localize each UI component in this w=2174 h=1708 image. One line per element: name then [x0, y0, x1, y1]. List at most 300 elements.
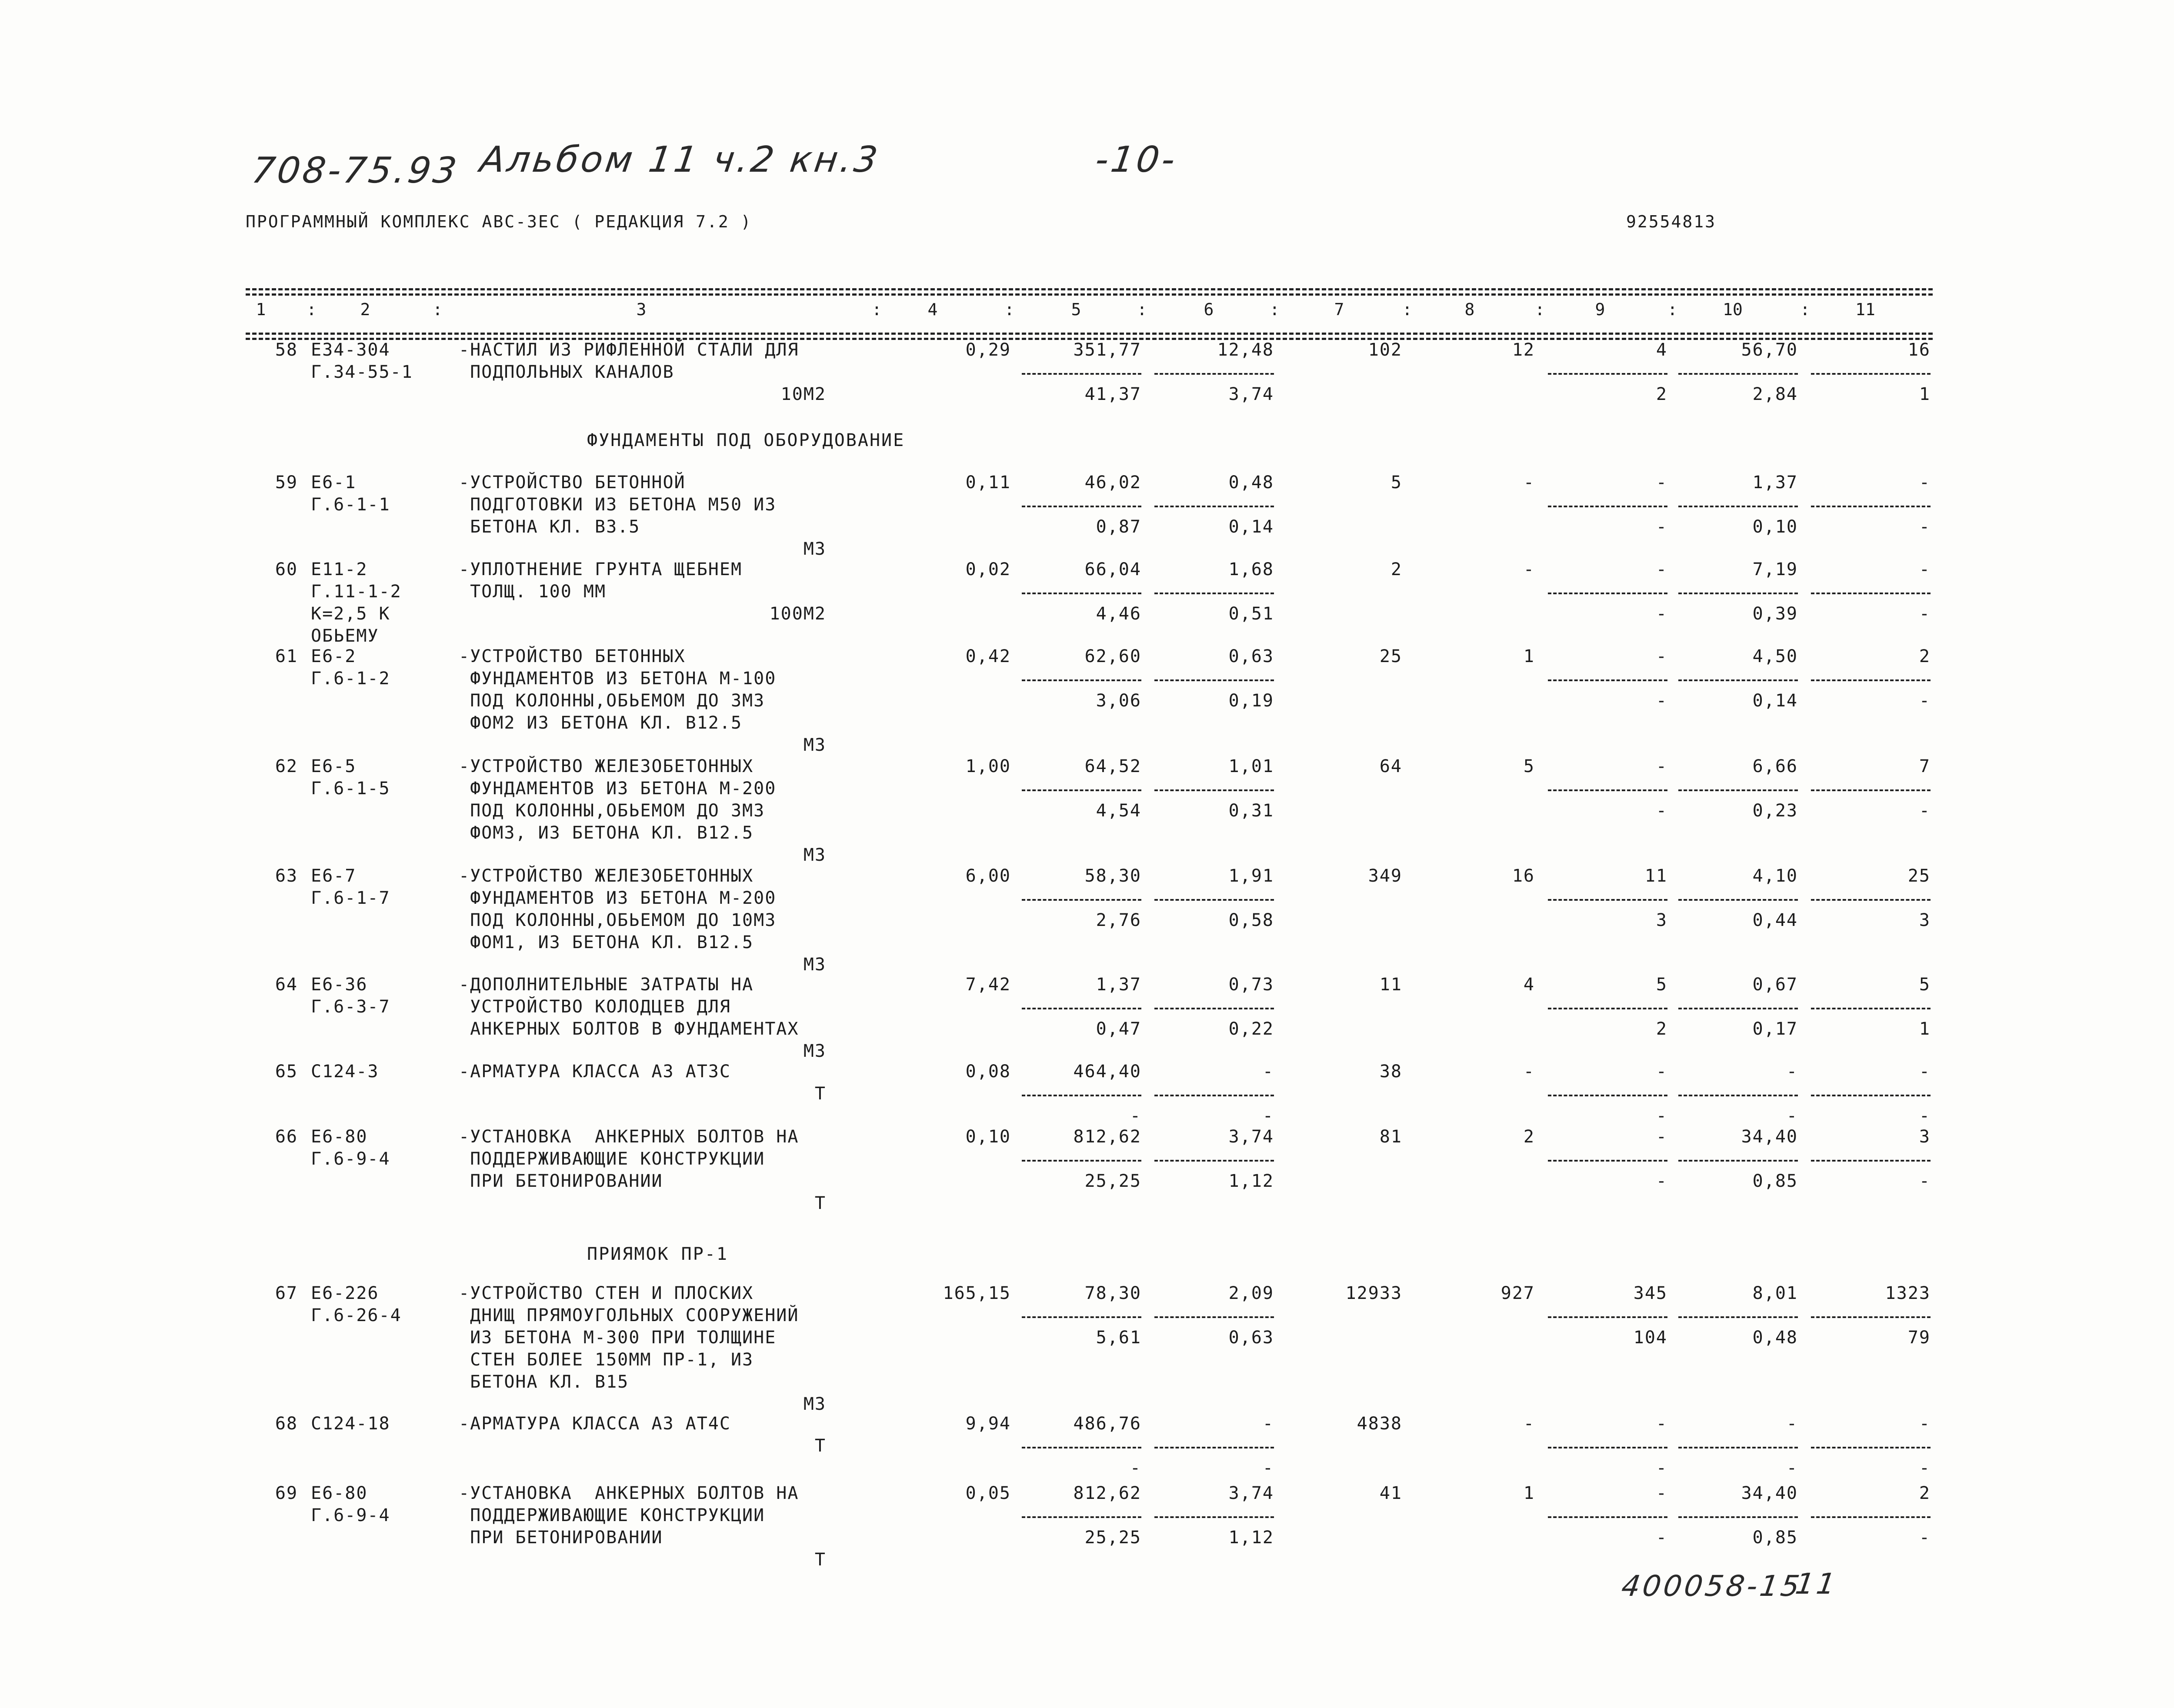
document-number: 92554813	[1626, 212, 1717, 231]
cell-divider	[1022, 1316, 1141, 1318]
cell-c10b: -	[1786, 1106, 1798, 1126]
cell-divider	[1022, 1008, 1141, 1009]
cell-divider	[1678, 1447, 1798, 1448]
cell-c6b: 0,51	[1228, 604, 1274, 624]
column-separator: :	[872, 300, 882, 319]
row-description: ПРИ БЕТОНИРОВАНИИ	[459, 1528, 663, 1548]
cell-divider	[1811, 506, 1931, 507]
cell-c10b: 0,17	[1752, 1019, 1798, 1039]
row-unit: Т	[814, 1193, 826, 1213]
row-number: 62	[275, 756, 298, 776]
cell-c9b: 104	[1633, 1328, 1667, 1348]
cell-c8: -	[1523, 559, 1535, 579]
cell-c8: 927	[1500, 1283, 1535, 1303]
cell-c11b: -	[1919, 801, 1931, 821]
cell-divider	[1548, 899, 1667, 901]
table-top-rule-2	[246, 293, 1933, 296]
row-description: -НАСТИЛ ИЗ РИФЛЕННОЙ СТАЛИ ДЛЯ	[459, 340, 799, 360]
row-code: Г.11-1-2	[311, 582, 402, 602]
row-code: Г.6-3-7	[311, 997, 390, 1017]
column-header-5: 5	[1071, 300, 1081, 319]
cell-c5b: 0,87	[1096, 517, 1141, 537]
cell-c9b: 3	[1656, 910, 1667, 930]
row-description: -ДОПОЛНИТЕЛЬНЫЕ ЗАТРАТЫ НА	[459, 975, 754, 995]
row-description: -УСТРОЙСТВО ЖЕЛЕЗОБЕТОННЫХ	[459, 866, 754, 886]
cell-divider	[1811, 1316, 1931, 1318]
cell-c11b: -	[1919, 604, 1931, 624]
cell-divider	[1154, 1316, 1274, 1318]
row-unit: М3	[803, 955, 826, 975]
row-unit: Т	[814, 1084, 826, 1104]
cell-c6: 1,91	[1228, 866, 1274, 886]
cell-c6: 1,68	[1228, 559, 1274, 579]
cell-c7: 5	[1390, 473, 1402, 493]
cell-c11: -	[1919, 559, 1931, 579]
column-header-11: 11	[1855, 300, 1875, 319]
cell-c5: 58,30	[1084, 866, 1141, 886]
cell-c6b: 0,63	[1228, 1328, 1274, 1348]
cell-c9b: -	[1656, 604, 1667, 624]
cell-c5: 812,62	[1073, 1127, 1141, 1147]
cell-divider	[1811, 789, 1931, 791]
row-number: 64	[275, 975, 298, 995]
row-description: ПОДДЕРЖИВАЮЩИЕ КОНСТРУКЦИИ	[459, 1505, 765, 1525]
cell-c5: 486,76	[1073, 1414, 1141, 1434]
cell-c9: 4	[1656, 340, 1667, 360]
column-header-4: 4	[927, 300, 938, 319]
row-code: ОБЬЕМУ	[311, 626, 379, 646]
cell-c6: -	[1262, 1062, 1274, 1082]
cell-c9b: 2	[1656, 1019, 1667, 1039]
cell-divider	[1022, 1447, 1141, 1448]
cell-qty: 0,11	[965, 473, 1011, 493]
cell-c6: -	[1262, 1414, 1274, 1434]
cell-c6: 12,48	[1217, 340, 1274, 360]
row-code: К=2,5 К	[311, 604, 390, 624]
cell-divider	[1678, 679, 1798, 681]
cell-c10: 1,37	[1752, 473, 1798, 493]
row-description: ПОДДЕРЖИВАЮЩИЕ КОНСТРУКЦИИ	[459, 1149, 765, 1169]
cell-c11b: -	[1919, 517, 1931, 537]
row-code: Г.6-9-4	[311, 1505, 390, 1525]
row-number: 66	[275, 1127, 298, 1147]
cell-c5: 1,37	[1096, 975, 1141, 995]
row-description: -УСТРОЙСТВО ЖЕЛЕЗОБЕТОННЫХ	[459, 756, 754, 776]
row-code: С124-3	[311, 1062, 379, 1082]
cell-c11b: 79	[1907, 1328, 1931, 1348]
column-separator: :	[1137, 300, 1147, 319]
cell-c9b: -	[1656, 691, 1667, 711]
row-unit: 100М2	[769, 604, 826, 624]
cell-c8: 4	[1523, 975, 1535, 995]
cell-c6b: -	[1262, 1458, 1274, 1478]
cell-c9: 11	[1644, 866, 1667, 886]
cell-divider	[1154, 1008, 1274, 1009]
cell-c11: 25	[1907, 866, 1931, 886]
cell-c11b: 3	[1919, 910, 1931, 930]
cell-divider	[1154, 1160, 1274, 1162]
row-unit: Т	[814, 1550, 826, 1570]
cell-c10: 4,50	[1752, 646, 1798, 666]
cell-qty: 1,00	[965, 756, 1011, 776]
cell-divider	[1548, 1160, 1667, 1162]
cell-c11: 16	[1907, 340, 1931, 360]
cell-divider	[1022, 789, 1141, 791]
row-number: 61	[275, 646, 298, 666]
cell-divider	[1548, 1447, 1667, 1448]
row-code: Е6-80	[311, 1483, 368, 1503]
cell-c6: 3,74	[1228, 1127, 1274, 1147]
row-description: -УСТАНОВКА АНКЕРНЫХ БОЛТОВ НА	[459, 1483, 799, 1503]
cell-c9: -	[1656, 473, 1667, 493]
table-header-rule	[246, 333, 1933, 335]
column-separator: :	[433, 300, 443, 319]
cell-c10: 56,70	[1741, 340, 1798, 360]
row-description: -УСТРОЙСТВО БЕТОННОЙ	[459, 473, 686, 493]
cell-c7: 41	[1379, 1483, 1402, 1503]
cell-c11: -	[1919, 1062, 1931, 1082]
cell-c11b: -	[1919, 1171, 1931, 1191]
row-code: Е6-226	[311, 1283, 379, 1303]
row-description: -УСТРОЙСТВО БЕТОННЫХ	[459, 646, 686, 666]
cell-c11: 2	[1919, 646, 1931, 666]
cell-c11: 3	[1919, 1127, 1931, 1147]
cell-c8: 1	[1523, 646, 1535, 666]
cell-divider	[1548, 1516, 1667, 1518]
column-header-6: 6	[1204, 300, 1214, 319]
cell-c8: 1	[1523, 1483, 1535, 1503]
row-code: Е11-2	[311, 559, 368, 579]
row-unit: М3	[803, 1394, 826, 1414]
row-description: ДНИЩ ПРЯМОУГОЛЬНЫХ СООРУЖЕНИЙ	[459, 1305, 799, 1325]
cell-divider	[1022, 593, 1141, 594]
cell-c5: 78,30	[1084, 1283, 1141, 1303]
cell-divider	[1154, 899, 1274, 901]
cell-divider	[1678, 506, 1798, 507]
cell-divider	[1154, 506, 1274, 507]
cell-c8: 12	[1512, 340, 1535, 360]
cell-c11b: 1	[1919, 384, 1931, 404]
column-header-8: 8	[1464, 300, 1475, 319]
cell-c9: -	[1656, 1414, 1667, 1434]
column-separator: :	[1004, 300, 1014, 319]
cell-c5b: 4,54	[1096, 801, 1141, 821]
column-separator: :	[1535, 300, 1545, 319]
row-code: Е6-2	[311, 646, 357, 666]
cell-divider	[1548, 1316, 1667, 1318]
cell-c5b: 25,25	[1084, 1528, 1141, 1548]
cell-divider	[1154, 679, 1274, 681]
handwritten-doc-code: 708-75.93	[249, 150, 462, 191]
cell-c5b: 41,37	[1084, 384, 1141, 404]
cell-c11b: 1	[1919, 1019, 1931, 1039]
row-description: -АРМАТУРА КЛАССА А3 АТ4С	[459, 1414, 731, 1434]
cell-c7: 2	[1390, 559, 1402, 579]
column-separator: :	[1800, 300, 1810, 319]
cell-divider	[1811, 1160, 1931, 1162]
row-number: 59	[275, 473, 298, 493]
cell-c9: -	[1656, 1483, 1667, 1503]
cell-c10: 8,01	[1752, 1283, 1798, 1303]
cell-c7: 102	[1368, 340, 1402, 360]
cell-c5b: 0,47	[1096, 1019, 1141, 1039]
cell-c11b: -	[1919, 1106, 1931, 1126]
cell-c7: 81	[1379, 1127, 1402, 1147]
cell-divider	[1811, 373, 1931, 375]
row-unit: М3	[803, 1041, 826, 1061]
cell-c11: 2	[1919, 1483, 1931, 1503]
cell-qty: 0,10	[965, 1127, 1011, 1147]
row-description: -УПЛОТНЕНИЕ ГРУНТА ЩЕБНЕМ	[459, 559, 743, 579]
cell-c9: -	[1656, 559, 1667, 579]
cell-c10b: 0,85	[1752, 1528, 1798, 1548]
cell-divider	[1678, 1516, 1798, 1518]
row-description: СТЕН БОЛЕЕ 150ММ ПР-1, ИЗ	[459, 1350, 754, 1370]
cell-c10b: 0,48	[1752, 1328, 1798, 1348]
cell-c8: 2	[1523, 1127, 1535, 1147]
cell-divider	[1678, 1316, 1798, 1318]
program-title: ПРОГРАММНЫЙ КОМПЛЕКС АВС-3ЕС ( РЕДАКЦИЯ 7.2 )	[246, 212, 752, 231]
cell-c11b: -	[1919, 1458, 1931, 1478]
cell-c9: -	[1656, 756, 1667, 776]
cell-divider	[1154, 593, 1274, 594]
row-unit: М3	[803, 539, 826, 559]
row-number: 58	[275, 340, 298, 360]
cell-c8: -	[1523, 1062, 1535, 1082]
cell-c10: 6,66	[1752, 756, 1798, 776]
cell-c6b: 3,74	[1228, 384, 1274, 404]
row-description: ФОМ1, ИЗ БЕТОНА КЛ. В12.5	[459, 932, 754, 952]
cell-c5: 62,60	[1084, 646, 1141, 666]
row-unit: Т	[814, 1436, 826, 1456]
cell-c5b: 5,61	[1096, 1328, 1141, 1348]
cell-c5: 351,77	[1073, 340, 1141, 360]
cell-c6b: 0,31	[1228, 801, 1274, 821]
cell-c8: -	[1523, 1414, 1535, 1434]
cell-c7: 64	[1379, 756, 1402, 776]
cell-divider	[1678, 899, 1798, 901]
handwritten-footer-code: 400058-15	[1619, 1569, 1804, 1603]
column-header-7: 7	[1334, 300, 1344, 319]
cell-c9b: -	[1656, 1528, 1667, 1548]
row-code: Г.6-9-4	[311, 1149, 390, 1169]
cell-c5b: 25,25	[1084, 1171, 1141, 1191]
row-description: -УСТАНОВКА АНКЕРНЫХ БОЛТОВ НА	[459, 1127, 799, 1147]
cell-divider	[1548, 789, 1667, 791]
cell-divider	[1154, 1447, 1274, 1448]
cell-c9b: -	[1656, 517, 1667, 537]
cell-c9b: -	[1656, 1458, 1667, 1478]
cell-divider	[1022, 679, 1141, 681]
cell-c5b: 2,76	[1096, 910, 1141, 930]
cell-c8: -	[1523, 473, 1535, 493]
cell-qty: 0,05	[965, 1483, 1011, 1503]
cell-c9: -	[1656, 1062, 1667, 1082]
cell-c6: 3,74	[1228, 1483, 1274, 1503]
handwritten-album: Альбом 11 ч.2 кн.3	[477, 139, 883, 180]
cell-c9: -	[1656, 646, 1667, 666]
row-code: Е6-5	[311, 756, 357, 776]
row-code: Г.34-55-1	[311, 362, 413, 382]
cell-qty: 0,08	[965, 1062, 1011, 1082]
row-unit: М3	[803, 735, 826, 755]
cell-c10: 7,19	[1752, 559, 1798, 579]
cell-divider	[1811, 1447, 1931, 1448]
cell-divider	[1154, 789, 1274, 791]
column-separator: :	[307, 300, 317, 319]
cell-c9: -	[1656, 1127, 1667, 1147]
cell-divider	[1548, 1008, 1667, 1009]
cell-divider	[1811, 1008, 1931, 1009]
cell-c6: 0,63	[1228, 646, 1274, 666]
cell-c5: 66,04	[1084, 559, 1141, 579]
row-code: Е34-304	[311, 340, 390, 360]
row-description: ПОДПОЛЬНЫХ КАНАЛОВ	[459, 362, 674, 382]
cell-c9: 5	[1656, 975, 1667, 995]
cell-qty: 6,00	[965, 866, 1011, 886]
cell-qty: 7,42	[965, 975, 1011, 995]
cell-c11b: -	[1919, 1528, 1931, 1548]
cell-c7: 349	[1368, 866, 1402, 886]
row-description: ТОЛЩ. 100 ММ	[459, 582, 607, 602]
cell-c10b: 0,23	[1752, 801, 1798, 821]
row-description: ФУНДАМЕНТОВ ИЗ БЕТОНА М-200	[459, 888, 777, 908]
cell-divider	[1548, 1095, 1667, 1096]
cell-c6: 0,48	[1228, 473, 1274, 493]
cell-divider	[1678, 1095, 1798, 1096]
cell-c10b: 0,14	[1752, 691, 1798, 711]
cell-c9b: -	[1656, 1106, 1667, 1126]
cell-qty: 0,02	[965, 559, 1011, 579]
row-code: Е6-36	[311, 975, 368, 995]
cell-c7: 25	[1379, 646, 1402, 666]
cell-qty: 0,42	[965, 646, 1011, 666]
cell-c6b: 1,12	[1228, 1528, 1274, 1548]
row-code: Г.6-1-7	[311, 888, 390, 908]
cell-c10: 4,10	[1752, 866, 1798, 886]
cell-divider	[1548, 679, 1667, 681]
cell-c10: 0,67	[1752, 975, 1798, 995]
cell-c10b: 0,44	[1752, 910, 1798, 930]
handwritten-page-number: -10-	[1093, 139, 1180, 180]
cell-divider	[1811, 1516, 1931, 1518]
cell-divider	[1022, 1516, 1141, 1518]
cell-c6: 2,09	[1228, 1283, 1274, 1303]
cell-c9: 345	[1633, 1283, 1667, 1303]
row-description: ФУНДАМЕНТОВ ИЗ БЕТОНА М-200	[459, 779, 777, 799]
cell-c7: 38	[1379, 1062, 1402, 1082]
cell-c10b: 0,39	[1752, 604, 1798, 624]
cell-divider	[1811, 679, 1931, 681]
cell-c10: -	[1786, 1414, 1798, 1434]
cell-divider	[1678, 789, 1798, 791]
row-description: ПРИ БЕТОНИРОВАНИИ	[459, 1171, 663, 1191]
cell-divider	[1811, 899, 1931, 901]
cell-c5b: -	[1130, 1106, 1141, 1126]
cell-c6b: 0,22	[1228, 1019, 1274, 1039]
cell-divider	[1022, 373, 1141, 375]
cell-qty: 9,94	[965, 1414, 1011, 1434]
row-code: Е6-7	[311, 866, 357, 886]
row-description: ПОД КОЛОННЫ,ОБЬЕМОМ ДО 3М3	[459, 691, 765, 711]
row-number: 68	[275, 1414, 298, 1434]
row-code: Г.6-1-1	[311, 495, 390, 515]
cell-c11: 1323	[1885, 1283, 1931, 1303]
row-code: Г.6-1-5	[311, 779, 390, 799]
row-code: Е6-1	[311, 473, 357, 493]
cell-c7: 4838	[1357, 1414, 1402, 1434]
row-description: БЕТОНА КЛ. В3.5	[459, 517, 640, 537]
row-description: ПОД КОЛОННЫ,ОБЬЕМОМ ДО 10М3	[459, 910, 777, 930]
cell-divider	[1154, 1516, 1274, 1518]
cell-c7: 11	[1379, 975, 1402, 995]
cell-c9b: -	[1656, 801, 1667, 821]
column-header-10: 10	[1723, 300, 1743, 319]
cell-c5b: -	[1130, 1458, 1141, 1478]
row-code: Г.6-1-2	[311, 669, 390, 689]
row-description: УСТРОЙСТВО КОЛОДЦЕВ ДЛЯ	[459, 997, 731, 1017]
cell-c9b: -	[1656, 1171, 1667, 1191]
table-top-rule	[246, 288, 1933, 290]
cell-c5: 64,52	[1084, 756, 1141, 776]
row-description: БЕТОНА КЛ. В15	[459, 1372, 629, 1392]
cell-c5: 812,62	[1073, 1483, 1141, 1503]
cell-divider	[1811, 1095, 1931, 1096]
cell-c10: 34,40	[1741, 1127, 1798, 1147]
cell-c9b: 2	[1656, 384, 1667, 404]
column-separator: :	[1402, 300, 1412, 319]
cell-c11b: -	[1919, 691, 1931, 711]
cell-c6: 1,01	[1228, 756, 1274, 776]
cell-divider	[1678, 373, 1798, 375]
row-number: 65	[275, 1062, 298, 1082]
row-number: 69	[275, 1483, 298, 1503]
cell-divider	[1678, 1160, 1798, 1162]
cell-divider	[1678, 593, 1798, 594]
cell-qty: 0,29	[965, 340, 1011, 360]
column-separator: :	[1270, 300, 1280, 319]
row-description: АНКЕРНЫХ БОЛТОВ В ФУНДАМЕНТАХ	[459, 1019, 799, 1039]
cell-divider	[1154, 373, 1274, 375]
column-header-3: 3	[636, 300, 647, 319]
row-description: ПОДГОТОВКИ ИЗ БЕТОНА М50 ИЗ	[459, 495, 777, 515]
row-description: ИЗ БЕТОНА М-300 ПРИ ТОЛЩИНЕ	[459, 1328, 777, 1348]
column-header-1: 1	[256, 300, 266, 319]
cell-qty: 165,15	[943, 1283, 1011, 1303]
cell-c6b: -	[1262, 1106, 1274, 1126]
row-number: 63	[275, 866, 298, 886]
cell-c11: 7	[1919, 756, 1931, 776]
section-title-pit: ПРИЯМОК ПР-1	[587, 1244, 728, 1264]
cell-divider	[1022, 899, 1141, 901]
row-number: 60	[275, 559, 298, 579]
cell-divider	[1811, 593, 1931, 594]
cell-divider	[1548, 373, 1667, 375]
cell-divider	[1154, 1095, 1274, 1096]
cell-c5b: 3,06	[1096, 691, 1141, 711]
cell-divider	[1022, 506, 1141, 507]
row-description: ФОМ2 ИЗ БЕТОНА КЛ. В12.5	[459, 713, 743, 733]
cell-c6b: 0,14	[1228, 517, 1274, 537]
cell-c10: -	[1786, 1062, 1798, 1082]
cell-divider	[1548, 506, 1667, 507]
cell-c10b: -	[1786, 1458, 1798, 1478]
cell-c6b: 1,12	[1228, 1171, 1274, 1191]
cell-c10b: 0,10	[1752, 517, 1798, 537]
row-unit: М3	[803, 845, 826, 865]
cell-c6b: 0,19	[1228, 691, 1274, 711]
cell-c8: 5	[1523, 756, 1535, 776]
